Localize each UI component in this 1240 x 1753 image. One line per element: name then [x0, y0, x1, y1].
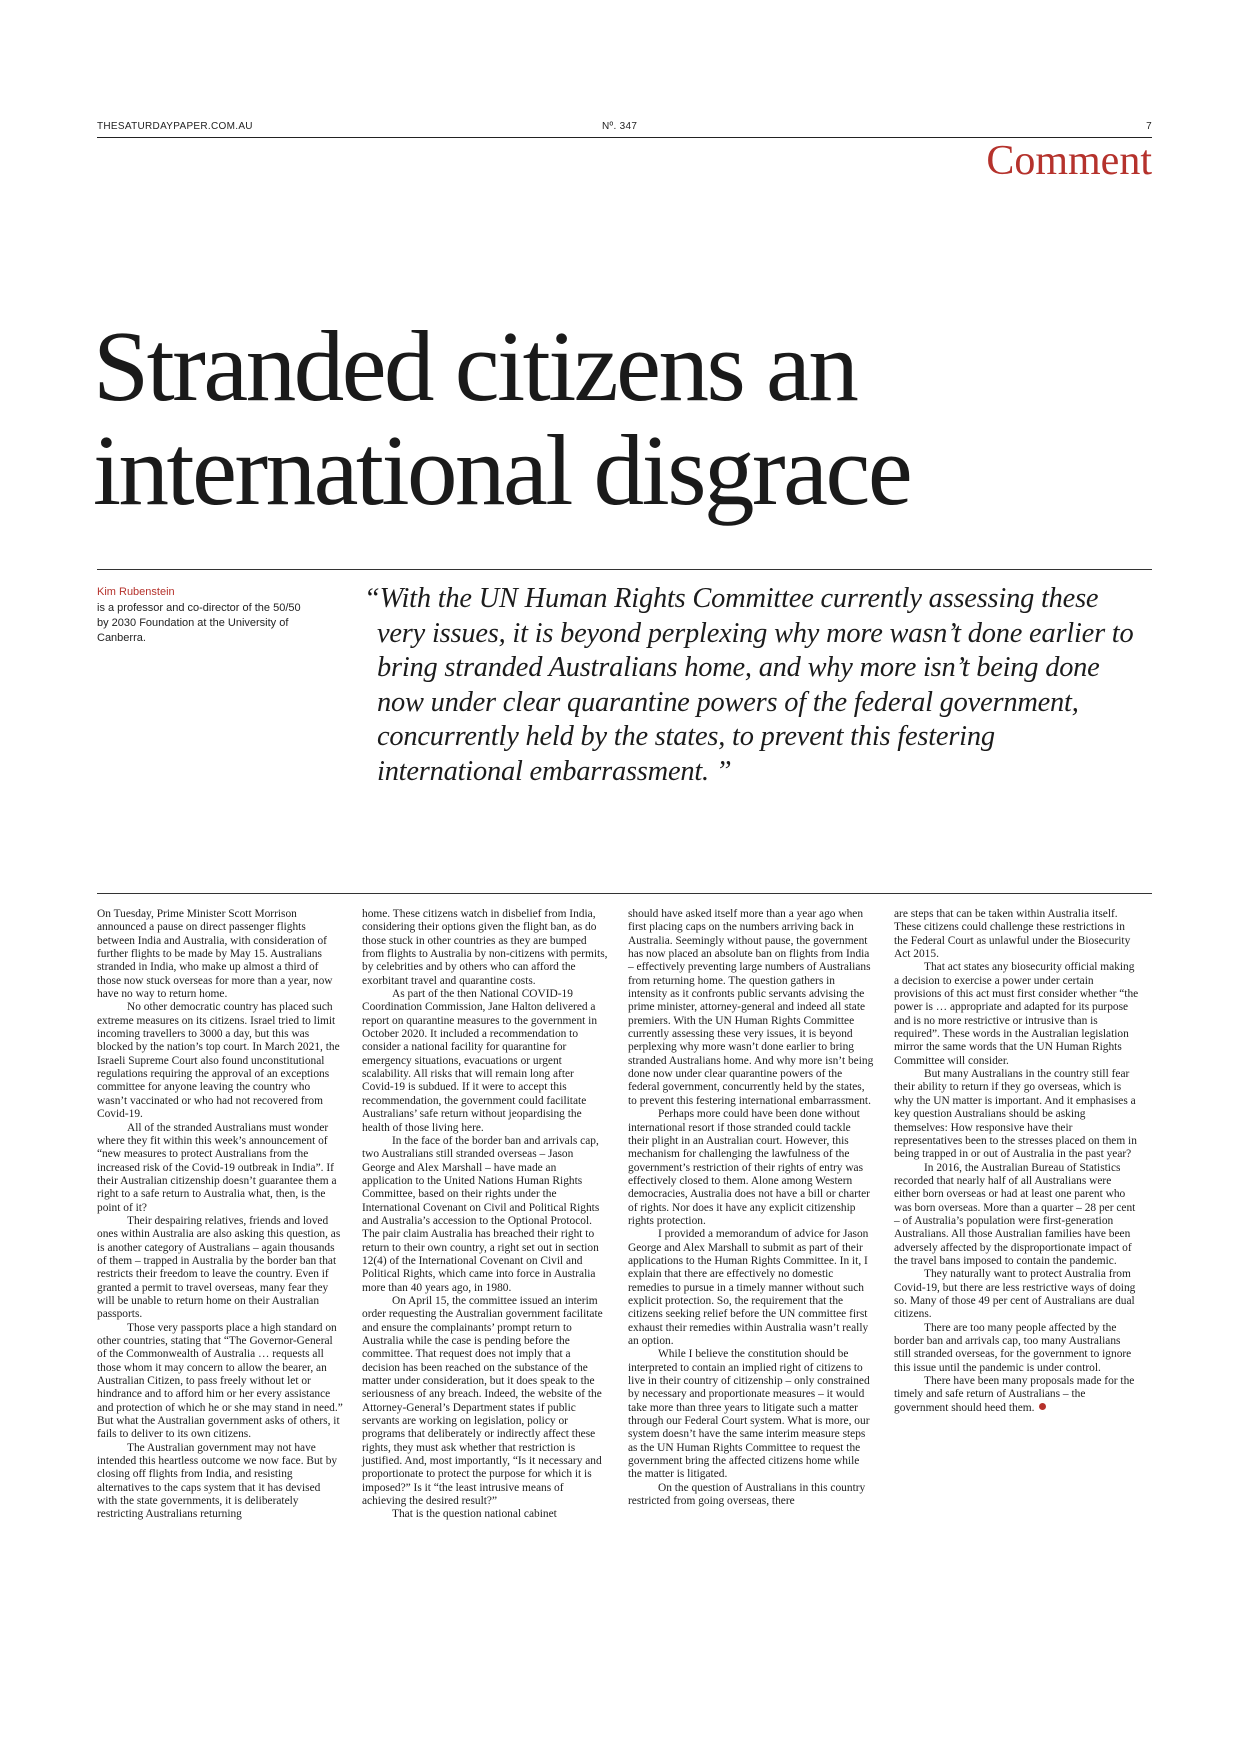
paragraph: Their despairing relatives, friends and loved ones within Australia are also asking this question, as is another category of Australians – again thousands of them – trapped in Australia by the border ban that restricts their freedom to leave the country. Even if granted a permit to travel overseas, many fear they will be unable to return home on their Australian passports.	[97, 1214, 341, 1321]
paragraph: That act states any biosecurity official making a decision to exercise a power under certain provisions of this act must first consider whether “the power is … appropriate and adapted for its purpose and is no more restrictive or intrusive than is required”. These words in the Australian legislation mirror the same words that the UN Human Rights Committee will consider.	[894, 961, 1139, 1067]
issue-number: Nº. 347	[602, 121, 638, 132]
site-url: THESATURDAYPAPER.COM.AU	[97, 121, 253, 132]
paragraph: There are too many people affected by the border ban and arrivals cap, too many Australians still stranded overseas, for the government to ignore this issue until the pandemic is under control.	[894, 1321, 1132, 1374]
paragraph: The Australian government may not have intended this heartless outcome we now face. But by closing off flights from India, and resisting alternatives to the caps system that it has devised with the state governments, it is deliberately restricting Australians returning	[97, 1441, 338, 1521]
pull-quote: “With the UN Human Rights Committee currently assessing these very issues, it is beyond perplexing why more wasn’t done earlier to bring stranded Australians home, and why more isn’t being done now under clear quarantine powers of the federal government, concurrently held by the states, to prevent this festering international embarrassment. ”	[364, 583, 1134, 787]
end-mark-icon	[1039, 1403, 1046, 1410]
paragraph-text: There have been many proposals made for the timely and safe return of Australians – the government should heed them.	[894, 1375, 1135, 1414]
page-number: 7	[1146, 121, 1152, 132]
paragraph: On Tuesday, Prime Minister Scott Morrison announced a pause on direct passenger flights between India and Australia, with consideration of further flights to be made by May 15. Australians stranded in India, who make up almost a third of those now stuck overseas for more than a year, now have no way to return home.	[97, 908, 333, 1001]
paragraph: are steps that can be taken within Australia itself. These citizens could challenge these restrictions in the Federal Court as unlawful under the Biosecurity Act 2015.	[894, 908, 1131, 961]
author-bio: is a professor and co-director of the 50/50 by 2030 Foundation at the University of Canberra.	[97, 602, 301, 644]
article-column-4	[894, 908, 1140, 1415]
article-column-2	[362, 908, 608, 1522]
section-title: Comment	[986, 138, 1152, 184]
body-rule	[97, 893, 1152, 894]
paragraph: They naturally want to protect Australia from Covid-19, but there are less restrictive ways of doing so. Many of those 49 per cent of Australians are dual citizens.	[894, 1268, 1136, 1321]
headline: Stranded citizens an international disgrace	[93, 310, 911, 526]
headline-rule	[97, 569, 1152, 570]
article-column-3	[628, 908, 874, 1508]
article-column-1	[97, 908, 343, 1522]
paragraph: In 2016, the Australian Bureau of Statistics recorded that nearly half of all Australians were either born overseas or had at least one parent who was born overseas. More than a quarter – 28 per cent – of Australia’s population were first-generation Australians. All those Australian families have been adversely affected by the disproportionate impact of the travel bans imposed to contain the pandemic.	[894, 1161, 1136, 1267]
paragraph: should have asked itself more than a year ago when first placing caps on the numbers arriving back in Australia. Seemingly without pause, the government has now placed an absolute ban on flights from India – effectively preventing large numbers of Australians from returning home. The question gathers in intensity as it confronts public servants advising the prime minister, attorney-general and indeed all state premiers. With the UN Human Rights Committee currently assessing these very issues, it is beyond perplexing why more wasn’t done earlier to bring stranded Australians home. And why more isn’t being done now under clear quarantine powers of the federal government, concurrently held by the states, to prevent this festering international embarrassment.	[628, 908, 874, 1107]
paragraph	[894, 1375, 1140, 1415]
paragraph: On the question of Australians in this country restricted from going overseas, there	[628, 1481, 866, 1508]
paragraph: All of the stranded Australians must wonder where they fit within this week’s announcement of “new measures to protect Australians from the increased risk of the Covid-19 outbreak in India”. If their Australian citizenship doesn’t guarantee them a right to a safe return to Australia what, then, is the point of it?	[97, 1121, 337, 1214]
paragraph: home. These citizens watch in disbelief from India, considering their options given the flight ban, as do those stuck in other countries as they are bumped from flights to Australia by non-citizens with permits, by celebrities and by others who can afford the exorbitant travel and quarantine costs.	[362, 908, 608, 987]
author-name: Kim Rubenstein	[97, 586, 175, 598]
paragraph: That is the question national cabinet	[392, 1508, 557, 1521]
paragraph: Perhaps more could have been done without international resort if those stranded could tackle their plight in an Australian court. However, this mechanism for challenging the lawfulness of the government’s restriction of their rights of entry was effectively closed to them. Alone among Western democracies, Australia does not have a bill or charter of rights. Nor does it have any explicit citizenship rights protection.	[628, 1108, 870, 1227]
paragraph: I provided a memorandum of advice for Jason George and Alex Marshall to submit as part of their applications to the Human Rights Committee. In it, I explain that there are effectively no domestic remedies to pursue in a timely manner without such explicit protection. So, the requirement that the citizens seeking relief before the UN committee first exhaust their remedies within Australia wasn’t really an option.	[628, 1228, 869, 1347]
paragraph: In the face of the border ban and arrivals cap, two Australians still stranded overseas – Jason George and Alex Marshall – have made an application to the United Nations Human Rights Committee, based on their rights under the International Covenant on Civil and Political Rights and Australia’s accession to the Optional Protocol. The pair claim Australia has breached their right to return to their own country, a right set out in section 12(4) of the International Covenant on Civil and Political Rights, which came into force in Australia more than 40 years ago, in 1980.	[362, 1134, 600, 1294]
paragraph: While I believe the constitution should be interpreted to contain an implied right of citizens to live in their country of citizenship – only constrained by necessary and proportionate measures – it would take more than three years to litigate such a matter through our Federal Court system. What is more, our system doesn’t have the same interim measure steps as the UN Human Rights Committee to request the government bring the affected citizens home while the matter is litigated.	[628, 1348, 870, 1481]
paragraph: No other democratic country has placed such extreme measures on its citizens. Israel tried to limit incoming travellers to 3000 a day, but this was blocked by the nation’s top court. In March 2021, the Israeli Supreme Court also found unconstitutional regulations requiring the approval of an exceptions committee for anyone leaving the country who wasn’t vaccinated or who had not recovered from Covid-19.	[97, 1001, 340, 1121]
paragraph: But many Australians in the country still fear their ability to return if they go overseas, which is why the UN matter is important. And it emphasises a key question Australians should be asking themselves: How responsive have their representatives been to the stresses placed on them in being trapped in or out of Australia in the past year?	[894, 1068, 1137, 1161]
paragraph: On April 15, the committee issued an interim order requesting the Australian government facilitate and ensure the complainants’ prompt return to Australia while the case is pending before the committee. That request does not imply that a decision has been reached on the substance of the matter under consideration, but it does speak to the seriousness of any breach. Indeed, the website of the Attorney-General’s Department states if public servants are working on legislation, policy or programs that deliberately or indirectly affect these rights, they must ask whether that restriction is justified. And, most importantly, “Is it necessary and proportionate to protect the purpose for which it is imposed?” Is it “the least intrusive means of achieving the desired result?”	[362, 1294, 603, 1508]
paragraph: Those very passports place a high standard on other countries, stating that “The Governor-General of the Commonwealth of Australia … requests all those whom it may concern to allow the bearer, an Australian Citizen, to pass freely without let or hindrance and to afford him or her every assistance and protection of which he or she may stand in need.” But what the Australian government asks of others, it fails to deliver to its own citizens.	[97, 1321, 343, 1441]
paragraph: As part of the then National COVID-19 Coordination Commission, Jane Halton delivered a report on quarantine measures to the government in October 2020. It included a recommendation to consider a national facility for quarantine for emergency situations, evacuations or urgent scalability. All risks that will remain long after Covid-19 is subdued. If it were to accept this recommendation, the government could facilitate Australians’ safe return without jeopardising the health of those living here.	[362, 988, 598, 1134]
